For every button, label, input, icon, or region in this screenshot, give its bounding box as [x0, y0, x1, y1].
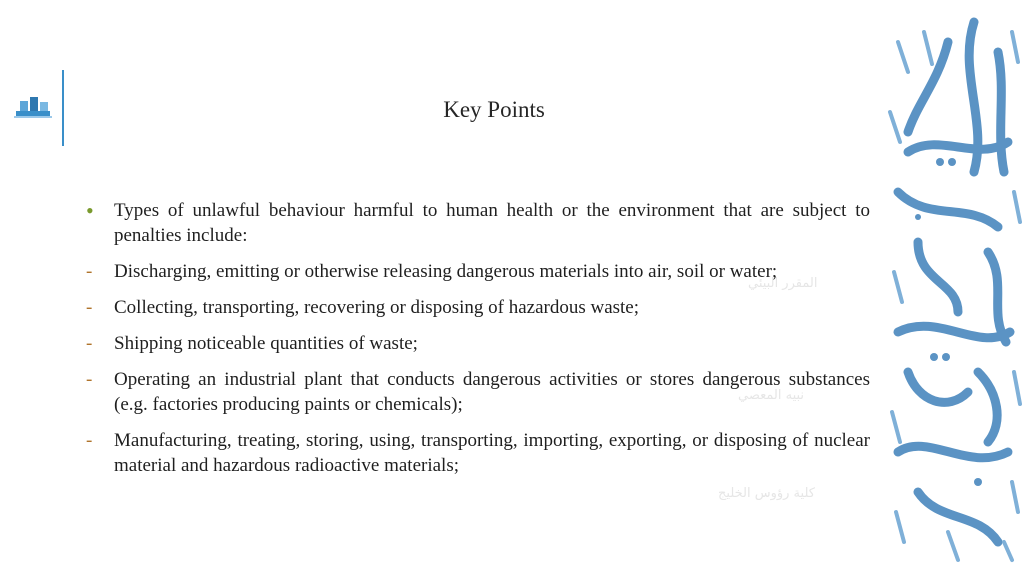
watermark-text: نبيه المعصي	[738, 388, 805, 403]
list-item-text: Manufacturing, treating, storing, using, transporting, importing, exporting, or disposing of nuclear material and hazardous radioactive materials;	[114, 430, 870, 476]
list-item-text: Types of unlawful behaviour harmful to human health or the environment that are subject to penalties include:	[114, 200, 870, 246]
list-item	[86, 198, 870, 248]
watermark-text: المقرر البيئي	[748, 276, 818, 291]
arabic-calligraphy-logo	[878, 12, 1024, 564]
list-item-text: Shipping noticeable quantities of waste;	[114, 333, 418, 354]
list-item-text: Collecting, transporting, recovering or disposing of hazardous waste;	[114, 297, 640, 318]
dash-marker: -	[86, 369, 93, 390]
list-item	[86, 428, 870, 478]
dash-marker: -	[86, 297, 93, 318]
slide-title: Key Points	[443, 97, 545, 122]
bullet-marker: •	[86, 198, 94, 223]
bullet-list	[86, 198, 870, 489]
dash-marker: -	[86, 333, 93, 354]
list-item	[86, 295, 870, 320]
list-item-text: Discharging, emitting or otherwise releasing dangerous materials into air, soil or water;	[114, 261, 778, 282]
dash-marker: -	[86, 430, 93, 451]
watermark-text: كلية رؤوس الخليج	[718, 486, 815, 501]
list-item-text: Operating an industrial plant that conducts dangerous activities or stores dangerous substances (e.g. factories producing paints or chemicals);	[114, 369, 870, 415]
dash-marker: -	[86, 261, 93, 282]
list-item	[86, 331, 870, 356]
